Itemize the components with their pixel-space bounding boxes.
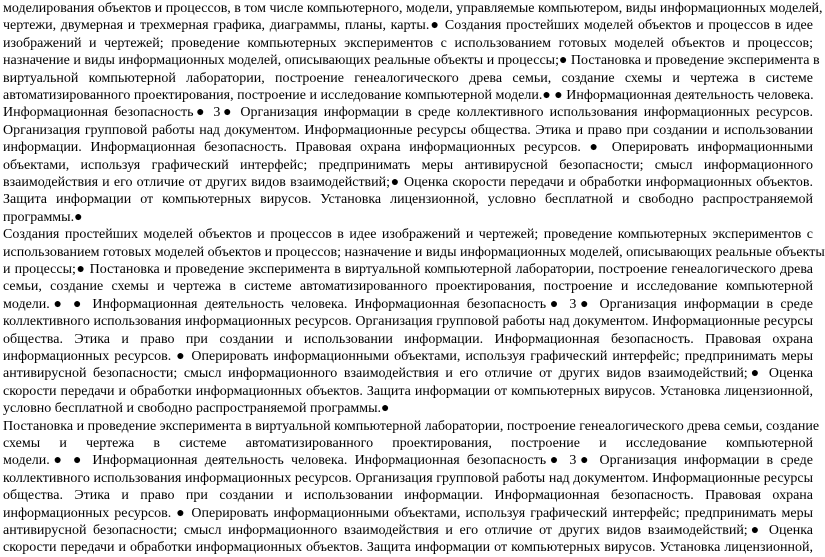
text-line: и процессы;● Постановка и проведение эксперимента в виртуальной компьютерной лаборатории, построение генеалогического древа bbox=[3, 262, 813, 277]
text-line: использованием готовых моделей объектов и процессов; назначение и виды информационных моделей, описывающих реальные объекты bbox=[3, 244, 825, 260]
text-line: коллективного использования информационных ресурсов. Организация групповой работы над документом. Информационные ресурсы bbox=[3, 470, 813, 486]
text-line: информационных ресурсов. ● Оперировать информационными объектами, используя графический интерфейс; предпринимать меры bbox=[3, 505, 813, 521]
text-line: информационных ресурсов. ● Оперировать информационными объектами, используя графический интерфейс; предпринимать меры bbox=[3, 349, 813, 364]
text-line: чертежи, двумерная и трехмерная графика, диаграммы, планы, карты.● Создания простейших моделей объектов и процессов в идее bbox=[3, 18, 813, 34]
text-line: Информационная безопасность● 3● Организация информации в среде коллективного использования информационных ресурсов. bbox=[3, 105, 813, 121]
text-line: условно бесплатной и свободно распространяемой программы.● bbox=[3, 401, 390, 417]
text-line: Организация групповой работы над документом. Информационные ресурсы общества. Этика и право при создании и использовании bbox=[3, 122, 813, 138]
text-line: моделирования объектов и процессов, в том числе компьютерного, модели, управляемые компьютером, виды информационных моделей, bbox=[3, 1, 823, 16]
text-line: программы.● bbox=[3, 209, 83, 225]
text-line: общества. Этика и право при создании и использовании информации. Информационная безопасность. Правовая охрана bbox=[3, 331, 813, 347]
text-line: коллективного использования информационных ресурсов. Организация групповой работы над документом. Информационные ресурсы bbox=[3, 314, 813, 330]
text-line: виртуальной компьютерной лаборатории, построение генеалогического древа семьи, создание схемы и чертежа в системе bbox=[3, 70, 813, 86]
text-line: антивирусной безопасности; смысл информационного взаимодействия и его отличие от других видов взаимодействий;● Оценка bbox=[3, 366, 813, 382]
text-line: автоматизированного проектирования, построение и исследование компьютерной модели.● ● Информационная деятельность человека. bbox=[3, 88, 814, 103]
text-line: взаимодействия и его отличие от других видов взаимодействий;● Оценка скорости передачи и обработки информационных объектов. bbox=[3, 175, 813, 190]
text-line: Создания простейших моделей объектов и процессов в идее изображений и чертежей; проведение компьютерных экспериментов с bbox=[3, 227, 813, 243]
text-line: семьи, создание схемы и чертежа в системе автоматизированного проектирования, построение и исследование компьютерной bbox=[3, 279, 813, 295]
text-line: модели.● ● Информационная деятельность человека. Информационная безопасность● 3● Организация информации в среде bbox=[3, 296, 813, 312]
text-line: информации. Информационная безопасность. Правовая охрана информационных ресурсов. ● Оперировать информационными bbox=[3, 140, 813, 156]
text-line: объектами, используя графический интерфейс; предпринимать меры антивирусной безопасности; смысл информационного bbox=[3, 157, 813, 173]
text-line: скорости передачи и обработки информационных объектов. Защита информации от компьютерных вирусов. Установка лицензионной, bbox=[3, 383, 813, 399]
text-line: Постановка и проведение эксперимента в виртуальной компьютерной лаборатории, построение генеалогического древа семьи, создание bbox=[3, 418, 820, 434]
text-line: назначение и виды информационных моделей, описывающих реальные объекты и процессы;● Постановка и проведение эксперимента в bbox=[3, 53, 820, 69]
text-line: модели.● ● Информационная деятельность человека. Информационная безопасность● 3● Организация информации в среде bbox=[3, 453, 813, 469]
text-line: Защита информации от компьютерных вирусов. Установка лицензионной, условно бесплатной и свободно распространяемой bbox=[3, 192, 813, 208]
text-line: антивирусной безопасности; смысл информационного взаимодействия и его отличие от других видов взаимодействий;● Оценка bbox=[3, 523, 813, 538]
text-line: скорости передачи и обработки информационных объектов. Защита информации от компьютерных вирусов. Установка лицензионной, bbox=[3, 540, 813, 556]
text-line: схемы и чертежа в системе автоматизированного проектирования, построение и исследование компьютерной bbox=[3, 436, 813, 451]
text-line: изображений и чертежей; проведение компьютерных экспериментов с использованием готовых моделей объектов и процессов; bbox=[3, 35, 813, 51]
text-line: общества. Этика и право при создании и использовании информации. Информационная безопасность. Правовая охрана bbox=[3, 488, 813, 504]
